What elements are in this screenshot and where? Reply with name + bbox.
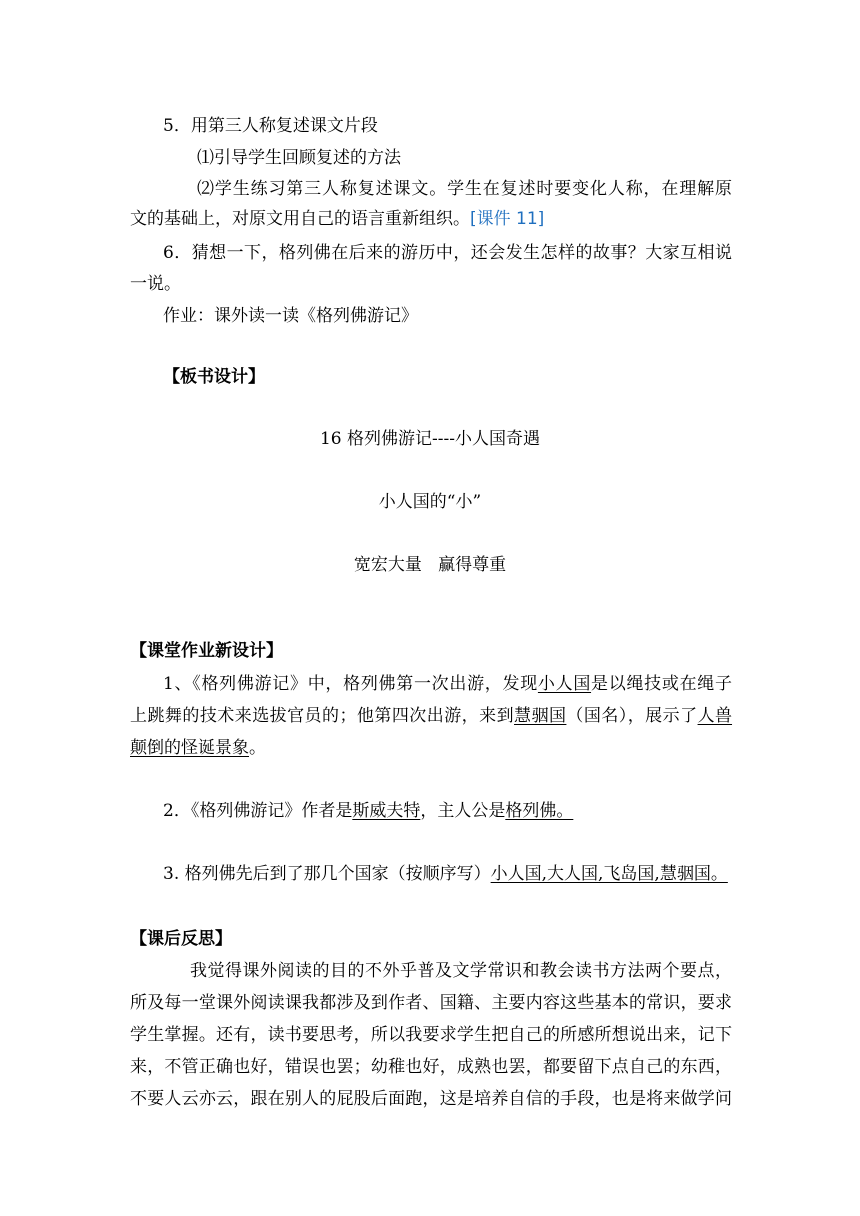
- q2-text-a: 2．《格列佛游记》作者是: [163, 801, 353, 821]
- reflection-line-2: 所及每一堂课外阅读课我都涉及到作者、国籍、主要内容这些基本的常识，要求: [130, 993, 732, 1013]
- reflection-line-1: 我觉得课外阅读的目的不外乎普及文学常识和教会读书方法两个要点，: [190, 961, 732, 981]
- step6-line2: 一说。: [130, 274, 181, 294]
- reflection-line-3: 学生掌握。还有，读书要思考，所以我要求学生把自己的所感所想说出来，记下: [130, 1025, 732, 1045]
- q1-answer-1: 小人国: [537, 674, 592, 694]
- q1-answer-3b: 颠倒的怪诞景象: [130, 738, 249, 758]
- q1-answer-3a: 人兽: [697, 706, 733, 726]
- step6-line1: 6．猜想一下，格列佛在后来的游历中，还会发生怎样的故事？大家互相说: [163, 243, 732, 263]
- board-line2: 小人国的“小”: [378, 492, 482, 512]
- reflection-line-5: 不要人云亦云，跟在别人的屁股后面跑，这是培养自信的手段，也是将来做学问: [130, 1089, 732, 1109]
- board-line3: 宽宏大量 赢得尊重: [353, 555, 507, 575]
- q1-line2: [130, 705, 732, 727]
- board-heading: 【板书设计】: [163, 367, 265, 387]
- q1-text-a: 1、《格列佛游记》中，格列佛第一次出游，发现: [163, 674, 538, 694]
- board-title: 16 格列佛游记----小人国奇遇: [319, 429, 540, 449]
- q2-answer-2: 格列佛。: [505, 801, 574, 821]
- q2-answer-1: 斯威夫特: [352, 801, 421, 821]
- courseware-link[interactable]: [课件 11]: [470, 209, 545, 229]
- reflection-line-4: 来，不管正确也好，错误也罢；幼稚也好，成熟也罢，都要留下点自己的东西，: [130, 1057, 732, 1077]
- step5-title: 5．用第三人称复述课文片段: [163, 116, 378, 136]
- q1-line3: [130, 737, 732, 759]
- step5-sub2-line2-text: 文的基础上，对原文用自己的语言重新组织。: [130, 209, 470, 229]
- q3-answer: 小人国,大人国,飞岛国,慧骃国。: [490, 864, 728, 884]
- step5-sub1: ⑴引导学生回顾复述的方法: [197, 148, 401, 168]
- q1-text-c: 上跳舞的技术来选拔官员的；他第四次出游，来到: [130, 706, 515, 726]
- homework: 作业：课外读一读《格列佛游记》: [163, 306, 418, 326]
- step5-sub2-line2: [130, 208, 732, 230]
- q1-text-b: 是以绳技或在绳子: [591, 674, 733, 694]
- q1-text-d: （国名），展示了: [566, 706, 698, 726]
- q3-line: [163, 863, 765, 885]
- q1-answer-2: 慧骃国: [514, 706, 567, 726]
- q1-line1: [163, 673, 732, 695]
- step5-sub2-line1: ⑵学生练习第三人称复述课文。学生在复述时要变化人称，在理解原: [197, 179, 732, 199]
- q1-text-end: 。: [249, 738, 266, 758]
- q2-line: [163, 800, 765, 822]
- q2-text-b: ，主人公是: [420, 801, 506, 821]
- reflection-heading: 【课后反思】: [130, 929, 232, 949]
- q3-text: 3. 格列佛先后到了那几个国家（按顺序写）: [163, 864, 491, 884]
- exercise-heading: 【课堂作业新设计】: [130, 641, 283, 661]
